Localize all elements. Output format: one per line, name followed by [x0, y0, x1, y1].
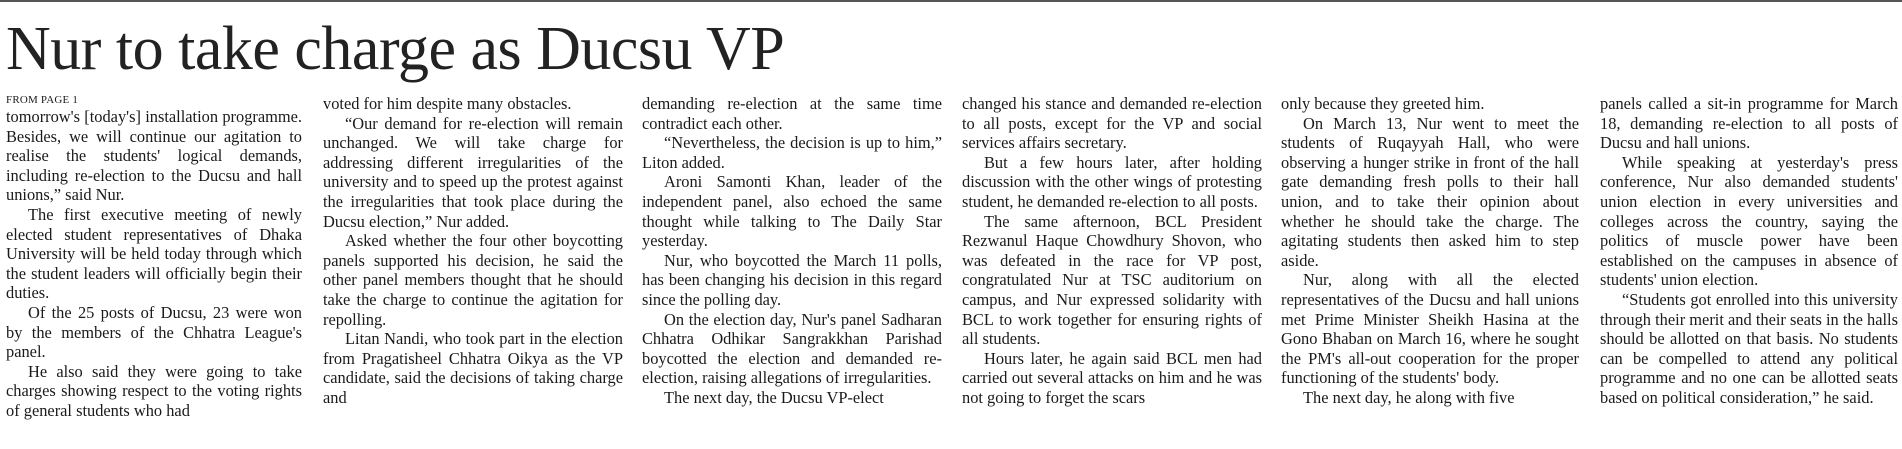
paragraph: The first executive meeting of newly elected student representatives of Dhaka University will be held today through which the student leaders will officially begin their duties.	[6, 204, 302, 303]
paragraph: tomorrow's [today's] installation programme. Besides, we will continue our agitation to realise the students' logical demands, including re-election to the Ducsu and hall unions,” said Nur.	[6, 107, 302, 205]
paragraph: He also said they were going to take charges showing respect to the voting rights of general students who had	[6, 361, 302, 420]
paragraph: Hours later, he again said BCL men had carried out several attacks on him and he was not going to forget the scars	[962, 348, 1262, 407]
paragraph: Nur, along with all the elected representatives of the Ducsu and hall unions met Prime Minister Sheikh Hasina at the Gono Bhaban on March 16, where he sought the PM's all-out cooperation for the proper functioning of the students' body.	[1281, 270, 1579, 388]
paragraph: While speaking at yesterday's press conference, Nur also demanded students' union election in every universities and colleges across the country, saying the politics of muscle power have been established on the campuses in absence of students' union election.	[1600, 152, 1898, 290]
paragraph: “Nevertheless, the decision is up to him,” Liton added.	[642, 133, 942, 172]
paragraph: The next day, the Ducsu VP-elect	[664, 387, 884, 407]
paragraph: demanding re-election at the same time contradict each other.	[642, 94, 942, 133]
paragraph: Of the 25 posts of Ducsu, 23 were won by the members of the Chhatra League's panel.	[6, 302, 302, 362]
paragraph: panels called a sit-in programme for March 18, demanding re-election to all posts of Ducsu and hall unions.	[1600, 94, 1898, 153]
article-column-1	[6, 94, 302, 449]
paragraph: But a few hours later, after holding discussion with the other wings of protesting student, he demanded re-election to all posts.	[962, 152, 1262, 211]
paragraph: “Our demand for re-election will remain unchanged. We will take charge for addressing different irregularities of the university and to speed up the protest against the irregularities that took place during the Ducsu election,” Nur added.	[323, 113, 623, 231]
top-rule	[0, 0, 1902, 2]
paragraph: Aroni Samonti Khan, leader of the independent panel, also echoed the same thought while talking to The Daily Star yesterday.	[642, 172, 942, 251]
paragraph: The next day, he along with five	[1303, 387, 1515, 407]
paragraph: On the election day, Nur's panel Sadharan Chhatra Odhikar Sangrakkhan Parishad boycotted the election and demanded re-election, raising allegations of irregularities.	[642, 309, 942, 388]
headline: Nur to take charge as Ducsu VP	[6, 15, 785, 83]
article-column-5	[1281, 94, 1579, 449]
article-column-2	[323, 94, 623, 449]
paragraph: Litan Nandi, who took part in the election from Pragatisheel Chhatra Oikya as the VP candidate, said the decisions of taking charge and	[323, 329, 623, 407]
article-column-6	[1600, 94, 1898, 449]
jump-label: FROM PAGE 1	[6, 94, 79, 106]
paragraph: Nur, who boycotted the March 11 polls, has been changing his decision in this regard since the polling day.	[642, 250, 942, 309]
paragraph: The same afternoon, BCL President Rezwanul Haque Chowdhury Shovon, who was defeated in the race for VP post, congratulated Nur at TSC auditorium on campus, and Nur expressed solidarity with BCL to work together for ensuring rights of all students.	[962, 211, 1262, 349]
paragraph: “Students got enrolled into this university through their merit and their seats in the halls should be allotted on that basis. No students can be compelled to attend any political programme and no one can be allotted seats based on political consideration,” he said.	[1600, 289, 1898, 407]
article-column-4	[962, 94, 1262, 449]
paragraph: changed his stance and demanded re-election to all posts, except for the VP and social services affairs secretary.	[962, 94, 1262, 153]
paragraph: On March 13, Nur went to meet the students of Ruqayyah Hall, who were observing a hunger strike in front of the hall gate demanding fresh polls to their hall union, and to take their opinion about whether he should take the charge. The agitating students then asked him to step aside.	[1281, 113, 1579, 270]
paragraph: voted for him despite many obstacles.	[323, 94, 572, 113]
paragraph: only because they greeted him.	[1281, 94, 1485, 113]
paragraph: Asked whether the four other boycotting panels supported his decision, he said the other panel members thought that he should take the charge to continue the agitation for repolling.	[323, 231, 623, 329]
article-column-3	[642, 94, 942, 449]
